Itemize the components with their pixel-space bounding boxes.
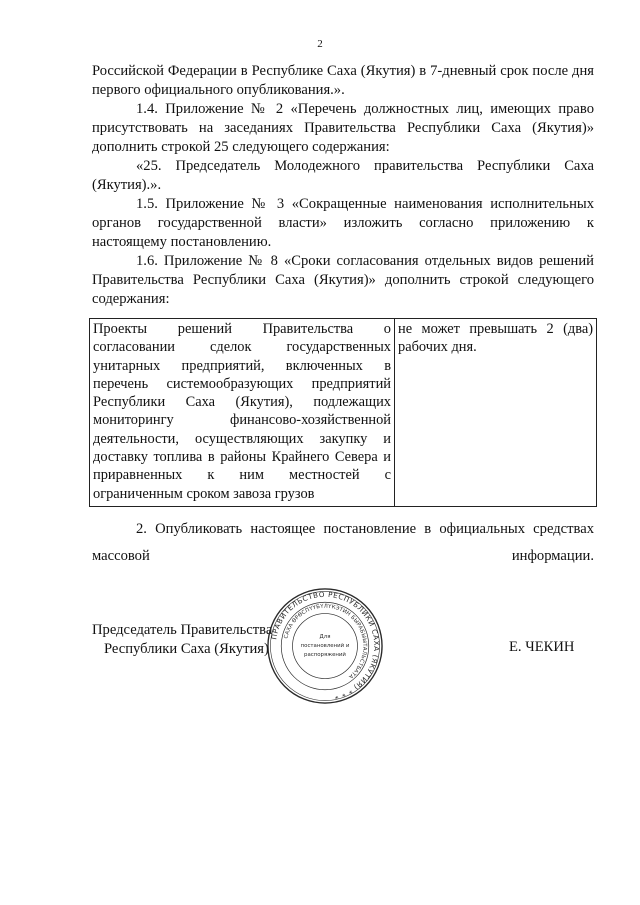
paragraph-continuation: Российской Федерации в Республике Саха (Якутия) в 7-дневный срок после дня первого официального опубликования.». xyxy=(92,63,594,98)
signatory-title xyxy=(92,621,272,659)
paragraph-1-6: 1.6. Приложение № 8 «Сроки согласования отдельных видов решений Правительства Республики Саха (Якутия)» дополнить строкой следующего содержания: xyxy=(92,253,594,307)
paragraph-publish: 2. Опубликовать настоящее постановление в официальных средствах массовой информации. xyxy=(92,521,594,564)
page-number: 2 xyxy=(317,38,323,50)
seal-center-line1: Для xyxy=(319,634,331,641)
paragraph-1-5: 1.5. Приложение № 3 «Сокращенные наименования исполнительных органов государственной власти» изложить согласно приложению к настоящему постановлению. xyxy=(92,196,594,250)
table-cell-decision-type: Проекты решений Правительства о согласовании сделок государственных унитарных предприятий, включенных в перечень системообразующих предприятий Республики Саха (Якутия), подлежащих мониторингу финансово-хозяйственной деятельности, осуществляющих закупку и доставку топлива в районы Крайнего Севера и приравненных к ним местностей с ограниченным сроком завоза грузов xyxy=(90,319,395,507)
table-cell-deadline: не может превышать 2 (два) рабочих дня. xyxy=(395,319,597,507)
approval-table xyxy=(89,318,597,507)
seal-inner-text: САХА ӨРӨСПҮҮБҮЛҮКЭТИН БЫРАБЫЫТАЛЬСТБАТА xyxy=(283,603,368,680)
paragraph-1-4: 1.4. Приложение № 2 «Перечень должностных лиц, имеющих право присутствовать на заседаниях Правительства Республики Саха (Якутия)» дополнить строкой 25 следующего содержания: xyxy=(92,101,594,155)
signatory-name: Е. ЧЕКИН xyxy=(509,639,575,655)
official-seal-icon xyxy=(266,587,384,705)
seal-center-line2: постановлений и xyxy=(300,642,350,649)
signatory-title-line2: Республики Саха (Якутия) xyxy=(104,641,269,657)
paragraph-row-25: «25. Председатель Молодежного правительства Республики Саха (Якутия).». xyxy=(92,158,594,193)
seal-outer-text: ПРАВИТЕЛЬСТВО РЕСПУБЛИКИ САХА (ЯКУТИЯ) * * * xyxy=(269,589,382,702)
document-body xyxy=(92,62,594,309)
seal-center-line3: распоряжений xyxy=(304,651,346,658)
table-row xyxy=(90,319,597,507)
signatory-title-line1: Председатель Правительства xyxy=(92,622,273,638)
